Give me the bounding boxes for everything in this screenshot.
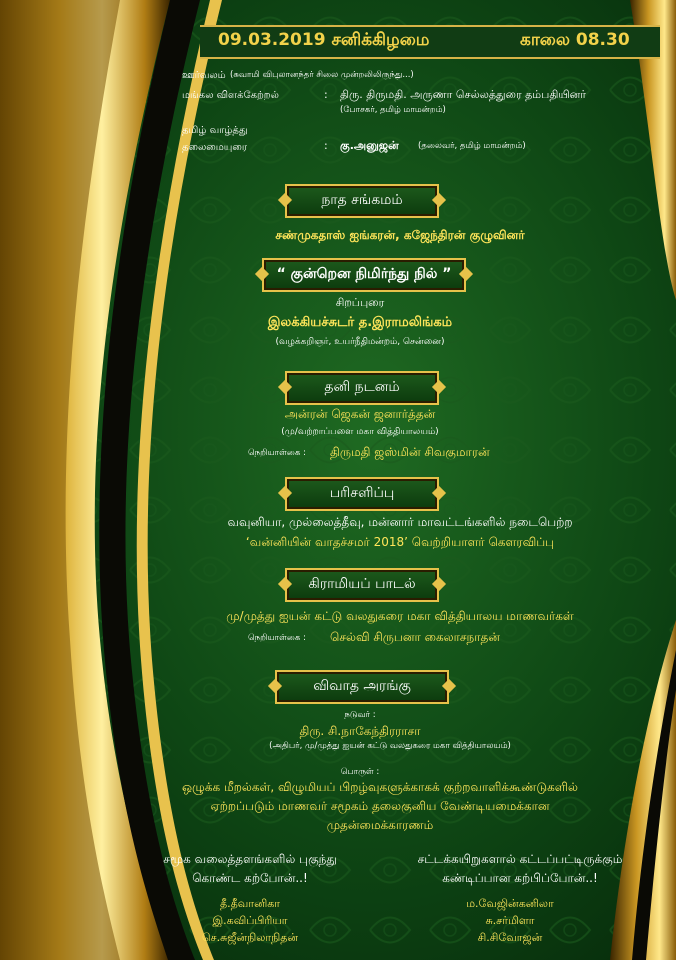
lamp-colon: : xyxy=(324,88,328,101)
side-b-member: சி.சிவோஜன் xyxy=(477,931,543,944)
section-title: நாத சங்கமம் xyxy=(321,192,403,208)
speech-label: சிறப்புரை xyxy=(335,296,385,309)
section-title-banner xyxy=(262,258,466,292)
side-b-line-1: சட்டக்கயிறுகளால் கட்டப்பட்டிருக்கும் xyxy=(417,852,623,866)
section-title-banner xyxy=(285,477,439,511)
section-title-banner xyxy=(285,184,439,218)
section-title: விவாத அரங்கு xyxy=(313,678,411,694)
side-b-member: ம.வேஜின்கனிலா xyxy=(466,897,554,910)
moderator-name: திரு. சி.நாகேந்திரராசா xyxy=(299,724,421,738)
moderator-note: (அதிபர், மு/முத்து ஐயன் கட்டு வலதுகரை மகா வித்தியாலயம்) xyxy=(269,741,511,751)
chair-name: கு.அனுஜன் xyxy=(340,139,399,152)
side-a-member: செ.சுஜீன்நிலாநிதன் xyxy=(201,931,299,944)
speaker-note: (வழக்கறிஞர், உயர்நீதிமன்றம், சென்னை) xyxy=(275,337,445,347)
event-date: 09.03.2019 சனிக்கிழமை xyxy=(218,30,430,50)
section-title: தனி நடனம் xyxy=(324,379,400,395)
lamp-names: திரு. திருமதி. அருணா செல்லத்துரை தம்பதியினர் xyxy=(340,88,587,101)
event-time: காலை 08.30 xyxy=(520,30,630,50)
lamp-note: (போசகர், தமிழ் மாமன்றம்) xyxy=(340,105,446,115)
section-title-banner xyxy=(285,371,439,405)
side-a-line-2: கொண்ட கற்போன்..! xyxy=(192,871,308,885)
procession-label: ஊர்வலம் xyxy=(182,70,226,81)
dancer-name: அன்ரன் ஜெகன் ஜனார்த்தன் xyxy=(284,407,436,421)
section-title-banner xyxy=(285,568,439,602)
section-title-banner xyxy=(275,670,449,704)
award-line-1: வவுனியா, முல்லைத்தீவு, மன்னார் மாவட்டங்களில் நடைபெற்ற xyxy=(227,515,573,529)
procession-note: (சுவாமி விபுலானந்தர் சிலை முன்றலிலிருந்து...) xyxy=(230,70,414,80)
section1-performers: சண்முகதாஸ் ஐங்கரன், கஜேந்திரன் குழுவினர் xyxy=(275,228,525,242)
award-line-2: ‘வன்னியின் வாதச்சமர் 2018’ வெற்றியாளர் கௌரவிப்பு xyxy=(245,535,555,549)
moderator-label: நடுவர் : xyxy=(344,710,376,720)
side-b-member: சு.சர்மிளா xyxy=(485,914,535,927)
topic-line-2: ஏற்றப்படும் மாணவர் சமூகம் தலைகுனிய வேண்டியமைக்கான xyxy=(210,799,550,813)
chair-note: (தலைவர், தமிழ் மாமன்றம்) xyxy=(418,141,526,151)
anthem-label: தமிழ் வாழ்த்து xyxy=(182,125,248,136)
section-title: கிராமியப் பாடல் xyxy=(308,576,416,592)
topic-label: பொருள் : xyxy=(340,767,380,777)
folk-guide-label: நெறியாள்கை : xyxy=(248,633,306,643)
side-a-line-1: சமூக வலைத்தளங்களில் புகுந்து xyxy=(163,852,337,866)
speaker-name: இலக்கியச்சுடர் த.இராமலிங்கம் xyxy=(267,315,453,330)
dance-guide-name: திருமதி ஜஸ்மின் சிவகுமாரன் xyxy=(330,445,490,459)
chair-label: தலைமையுரை xyxy=(182,142,247,153)
lamp-label: மங்கல விளக்கேற்றல் xyxy=(182,90,279,101)
dancer-note: (மு/வற்றாப்பளை மகா வித்தியாலயம்) xyxy=(281,427,439,437)
side-b-line-2: கண்டிப்பான கற்பிப்போன்..! xyxy=(442,871,598,885)
chair-colon: : xyxy=(324,139,328,152)
topic-line-3: முதன்மைக்காரணம் xyxy=(326,818,434,832)
dance-guide-label: நெறியாள்கை : xyxy=(248,448,306,458)
section-title: “ குன்றென நிமிர்ந்து நில் ” xyxy=(276,266,452,282)
section-title: பரிசளிப்பு xyxy=(329,485,395,501)
topic-line-1: ஒழுக்க மீறல்கள், விழுமியப் பிறழ்வுகளுக்காகக் குற்றவாளிக்கூண்டுகளில் xyxy=(181,780,579,794)
side-a-member: தீ.தீவானிகா xyxy=(219,897,281,910)
folk-guide-name: செல்வி சிருபனா கைலாசநாதன் xyxy=(330,630,500,644)
folk-song-performers: மு/முத்து ஐயன் கட்டு வலதுகரை மகா வித்தியாலய மாணவர்கள் xyxy=(226,609,574,623)
side-a-member: இ.கவிப்பிரியா xyxy=(212,914,288,927)
